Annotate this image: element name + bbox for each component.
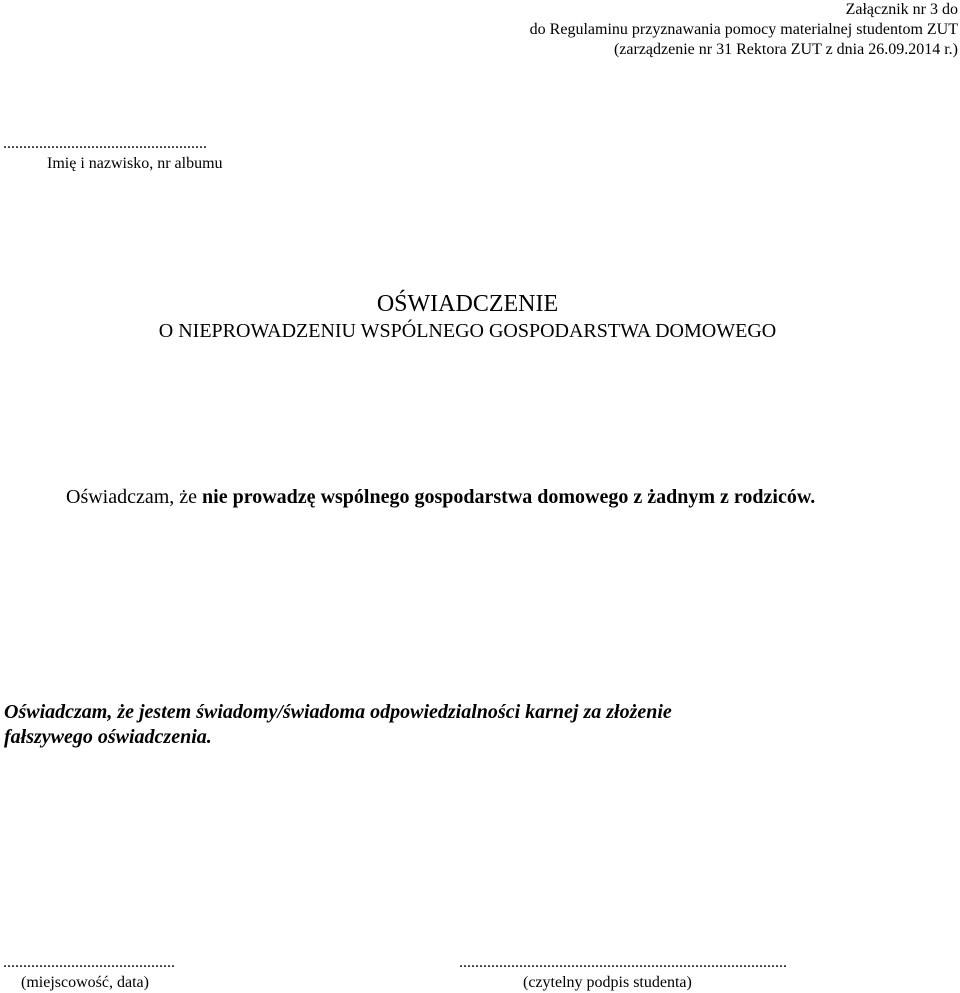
- regulation-reference: (zarządzenie nr 31 Rektora ZUT z dnia 26.09.2014 r.): [613, 41, 958, 58]
- place-date-label: (miejscowość, data): [21, 974, 149, 991]
- attachment-header: [530, 0, 958, 60]
- document-title: OŚWIADCZENIE: [376, 291, 559, 317]
- signature-label: (czytelny podpis studenta): [523, 974, 692, 991]
- liability-line-1: Oświadczam, że jestem świadomy/świadoma odpowiedzialności karnej za złożenie: [4, 701, 672, 723]
- name-field-label: Imię i nazwisko, nr albumu: [47, 155, 223, 172]
- attachment-number: Załącznik nr 3 do: [845, 1, 958, 18]
- liability-paragraph: [4, 700, 954, 750]
- liability-line-2: fałszywego oświadczenia.: [4, 726, 212, 748]
- statement-bold-text: nie prowadzę wspólnego gospodarstwa domowego z żadnym z rodziców.: [202, 486, 816, 508]
- place-date-field: [3, 953, 175, 993]
- document-subtitle: O NIEPROWADZENIU WSPÓLNEGO GOSPODARSTWA DOMOWEGO: [158, 320, 777, 342]
- name-field-dots: ...................................................: [3, 135, 207, 152]
- signature-field: [459, 953, 787, 993]
- regulation-title: do Regulaminu przyznawania pomocy materialnej studentom ZUT: [529, 21, 958, 38]
- signature-dots: ..................................................................................: [459, 954, 787, 971]
- place-date-dots: ...........................................: [3, 954, 175, 971]
- name-field: [3, 134, 223, 174]
- statement-paragraph: [66, 484, 815, 510]
- statement-prefix: Oświadczam, że: [66, 486, 203, 508]
